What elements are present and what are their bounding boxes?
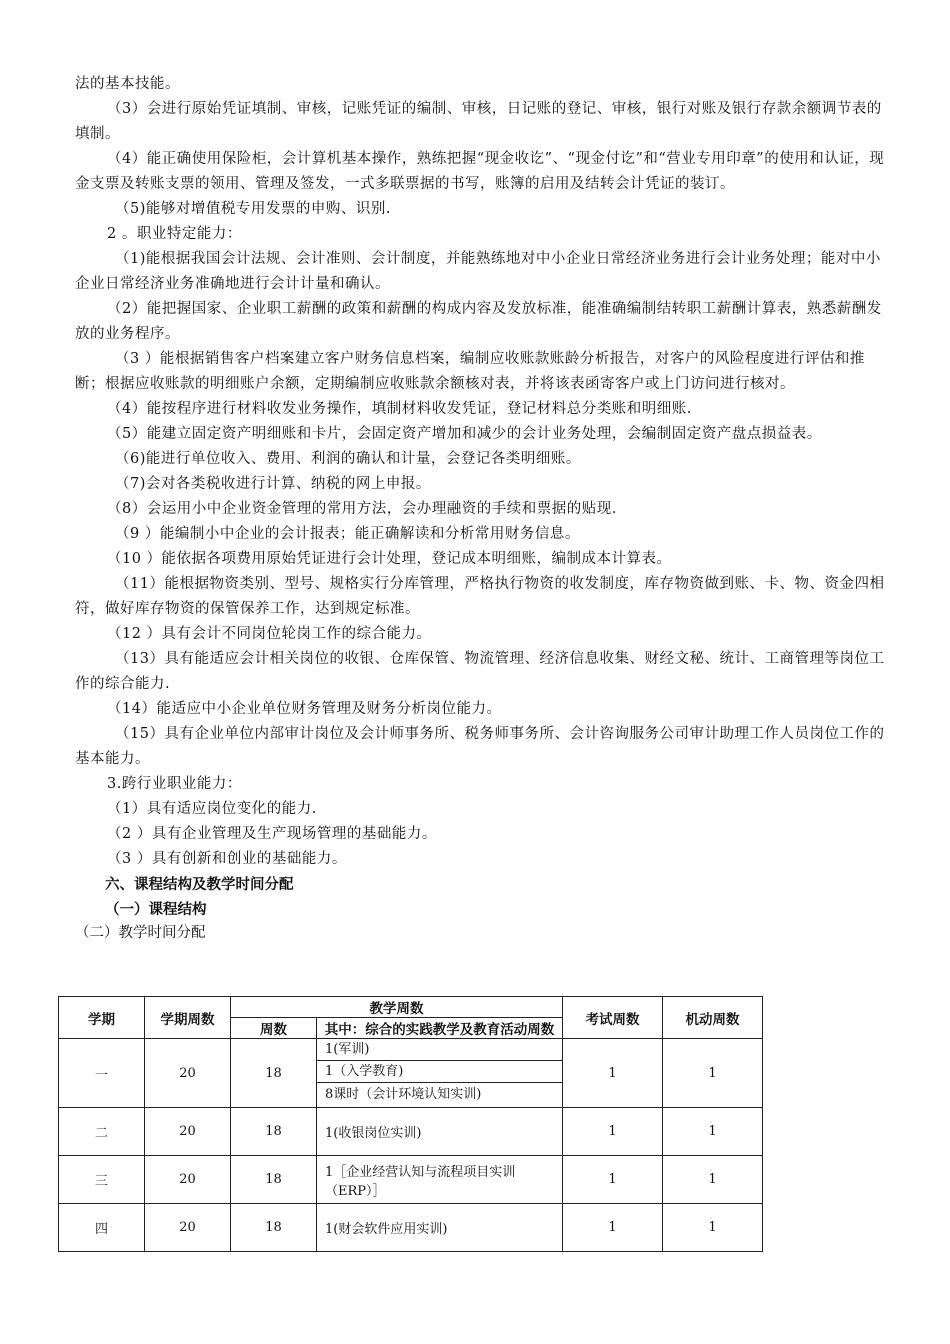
header-term-weeks: 学期周数: [145, 997, 231, 1039]
cell-term: 三: [59, 1156, 145, 1204]
cell-practice: [317, 1039, 563, 1108]
paragraph: 2 。职业特定能力：: [107, 226, 242, 242]
cell-term-weeks: 20: [145, 1039, 231, 1108]
practice-item: 8课时（会计环境认知实训): [325, 1087, 482, 1102]
paragraph: （11）能根据物资类别、型号、规格实行分库管理，严格执行物资的收发制度，库存物资做到账、卡、物、资金四相符，做好库存物资的保管保养工作，达到规定标准。: [75, 576, 885, 617]
document-body: [75, 72, 885, 944]
paragraph: 法的基本技能。: [75, 76, 180, 92]
paragraph: （8）会运用小中企业资金管理的常用方法，会办理融资的手续和票据的贴现.: [107, 501, 617, 517]
cell-flex: 1: [663, 1204, 763, 1252]
cell-exam: 1: [563, 1204, 663, 1252]
schedule-table: [58, 996, 763, 1252]
paragraph: （6)能进行单位收入、费用、利润的确认和计量，会登记各类明细账。: [115, 451, 581, 467]
paragraph: （3 ）具有创新和创业的基础能力。: [107, 851, 347, 867]
practice-item: 1（入学教育): [317, 1061, 562, 1083]
cell-term-weeks: 20: [145, 1204, 231, 1252]
cell-flex: 1: [663, 1108, 763, 1156]
cell-exam: 1: [563, 1156, 663, 1204]
cell-exam: 1: [563, 1108, 663, 1156]
cell-term-weeks: 20: [145, 1156, 231, 1204]
cell-term: 四: [59, 1204, 145, 1252]
header-teaching-weeks: 教学周数: [231, 997, 563, 1018]
cell-term-weeks: 20: [145, 1108, 231, 1156]
table-row: [59, 1108, 763, 1156]
paragraph: （5)能够对增值税专用发票的申购、识别.: [115, 201, 391, 217]
paragraph: （9 ）能编制小中企业的会计报表；能正确解读和分析常用财务信息。: [115, 526, 580, 542]
paragraph: （2 ）具有企业管理及生产现场管理的基础能力。: [107, 826, 437, 842]
cell-term: 一: [59, 1039, 145, 1108]
paragraph: （5）能建立固定资产明细账和卡片，会固定资产增加和减少的会计业务处理，会编制固定资产盘点损益表。: [107, 426, 822, 442]
cell-practice: 1(收银岗位实训): [317, 1108, 563, 1156]
paragraph: （7)会对各类税收进行计算、纳税的网上申报。: [115, 476, 431, 492]
paragraph: （13）具有能适应会计相关岗位的收银、仓库保管、物流管理、经济信息收集、财经文秘、统计、工商管理等岗位工作的综合能力.: [75, 651, 885, 692]
cell-term: 二: [59, 1108, 145, 1156]
paragraph: （4）能正确使用保险柜，会计算机基本操作，熟练把握“现金收讫”、“现金付讫”和“营业专用印章”的使用和认证，现金支票及转账支票的领用、管理及签发，一式多联票据的书写，账簿的启用及结转会计凭证的装订。: [75, 151, 885, 192]
header-practice-weeks: 其中：综合的实践教学及教育活动周数: [317, 1018, 563, 1039]
cell-exam: 1: [563, 1039, 663, 1108]
paragraph: （1）具有适应岗位变化的能力.: [107, 801, 317, 817]
paragraph: （12 ）具有会计不同岗位轮岗工作的综合能力。: [107, 626, 432, 642]
table-row: [59, 1204, 763, 1252]
cell-practice: 1(财会软件应用实训): [317, 1204, 563, 1252]
cell-weeks: 18: [231, 1039, 317, 1108]
paragraph: （14）能适应中小企业单位财务管理及财务分析岗位能力。: [107, 701, 502, 717]
cell-flex: 1: [663, 1039, 763, 1108]
paragraph: （2）能把握国家、企业职工薪酬的政策和薪酬的构成内容及发放标准，能准确编制结转职工薪酬计算表，熟悉薪酬发放的业务程序。: [75, 301, 882, 342]
paragraph: （15）具有企业单位内部审计岗位及会计师事务所、税务师事务所、会计咨询服务公司审计助理工作人员岗位工作的基本能力。: [75, 726, 885, 767]
paragraph: （10 ）能依据各项费用原始凭证进行会计处理，登记成本明细账，编制成本计算表。: [107, 551, 672, 567]
paragraph: （3 ）能根据销售客户档案建立客户财务信息档案，编制应收账款账龄分析报告，对客户的风险程度进行评估和推断；根据应收账款的明细账户余额，定期编制应收账款余额核对表，并将该表函寄客户或上门访问进行核对。: [75, 351, 865, 392]
table-row: [59, 1039, 763, 1108]
cell-weeks: 18: [231, 1108, 317, 1156]
cell-weeks: 18: [231, 1156, 317, 1204]
paragraph: （4）能按程序进行材料收发业务操作，填制材料收发凭证，登记材料总分类账和明细账.: [107, 401, 692, 417]
table-caption: （二）教学时间分配: [75, 925, 206, 941]
paragraph: （3）会进行原始凭证填制、审核，记账凭证的编制、审核，日记账的登记、审核，银行对账及银行存款余额调节表的填制。: [75, 101, 882, 142]
cell-practice: 1［企业经营认知与流程项目实训（ERP）］: [317, 1156, 563, 1204]
header-weeks: 周数: [231, 1018, 317, 1039]
cell-flex: 1: [663, 1156, 763, 1204]
table-row: [59, 1156, 763, 1204]
cell-weeks: 18: [231, 1204, 317, 1252]
section-heading: 六、课程结构及教学时间分配: [105, 876, 294, 893]
header-term: 学期: [59, 997, 145, 1039]
paragraph: （1)能根据我国会计法规、会计准则、会计制度，并能熟练地对中小企业日常经济业务进行会计业务处理；能对中小企业日常经济业务准确地进行会计计量和确认。: [75, 251, 881, 292]
header-flex-weeks: 机动周数: [663, 997, 763, 1039]
subsection-heading: （一）课程结构: [105, 901, 207, 918]
practice-item: 1(军训): [317, 1039, 562, 1061]
paragraph: 3.跨行业职业能力：: [107, 776, 242, 792]
header-exam-weeks: 考试周数: [563, 997, 663, 1039]
